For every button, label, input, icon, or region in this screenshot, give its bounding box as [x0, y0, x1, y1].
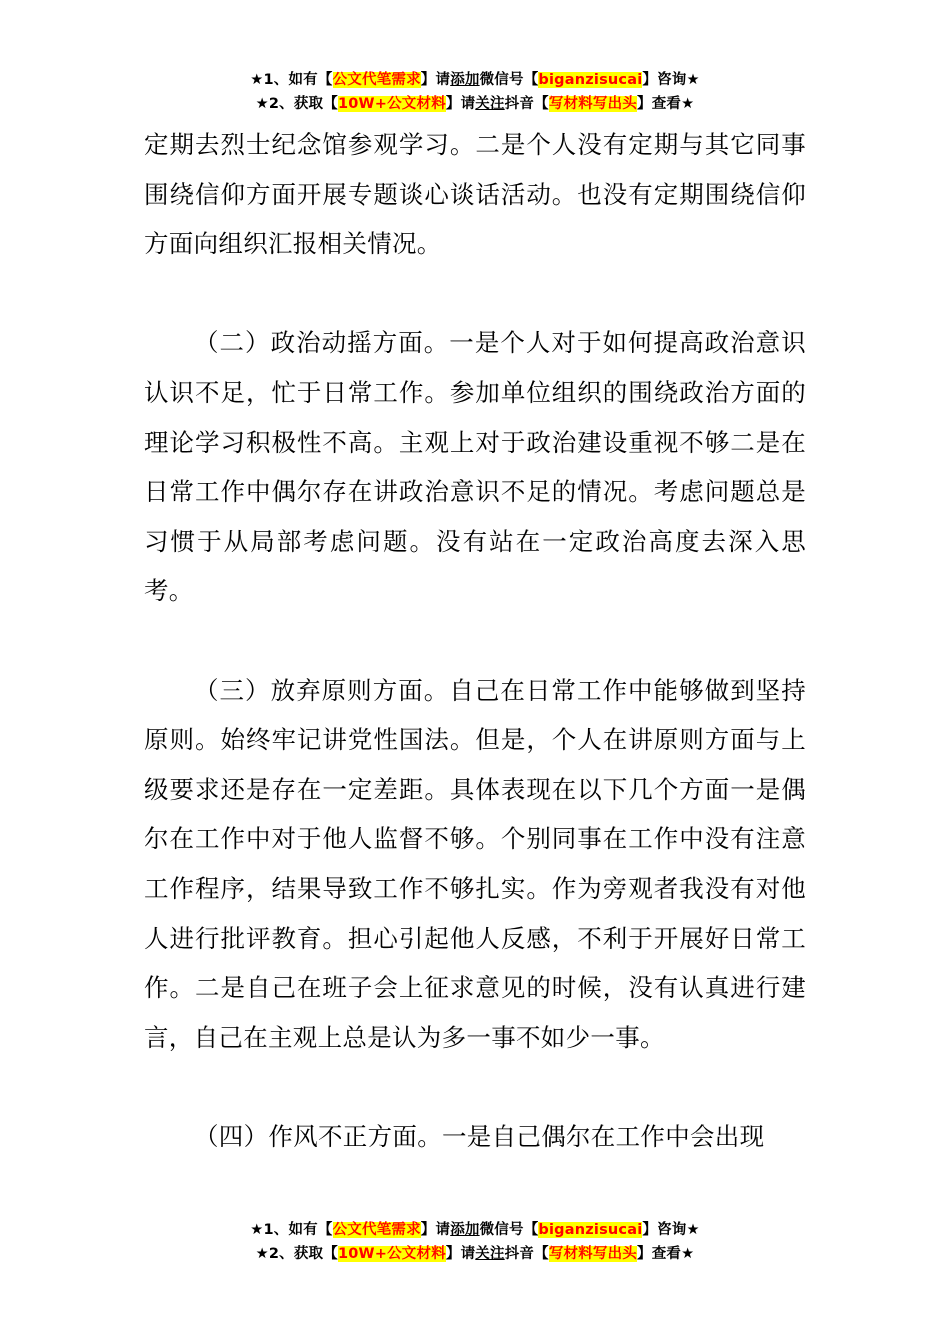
banner-highlight: 写材料写出头	[548, 1246, 638, 1262]
paragraph-gap	[144, 616, 806, 666]
document-body	[144, 120, 806, 1161]
banner-line-1: ★1、如有【公文代笔需求】请添加微信号【biganzisucai】咨询★	[250, 1222, 700, 1238]
paragraph-gap	[144, 269, 806, 319]
paragraph-gap	[144, 1062, 806, 1112]
banner-highlight: 公文代笔需求	[332, 1222, 421, 1238]
paragraph-principle: （三）放弃原则方面。自己在日常工作中能够做到坚持原则。始终牢记讲党性国法。但是，个人在讲原则方面与上级要求还是存在一定差距。具体表现在以下几个方面一是偶尔在工作中对于他人监督不够。个别同事在工作中没有注意工作程序，结果导致工作不够扎实。作为旁观者我没有对他人进行批评教育。担心引起他人反感，不利于开展好日常工作。二是自己在班子会上征求意见的时候，没有认真进行建言，自己在主观上总是认为多一事不如少一事。	[144, 675, 806, 1052]
banner-highlight: 10W+公文材料	[337, 1246, 446, 1262]
banner-highlight: 10W+公文材料	[337, 96, 446, 112]
banner-highlight: 写材料写出头	[548, 96, 638, 112]
banner-line-2: ★2、获取【10W+公文材料】请关注抖音【写材料写出头】查看★	[255, 1246, 695, 1262]
banner-highlight: 公文代笔需求	[332, 72, 421, 88]
banner-highlight: biganzisucai	[538, 72, 643, 88]
paragraph-continued: 定期去烈士纪念馆参观学习。二是个人没有定期与其它同事围绕信仰方面开展专题谈心谈话活动。也没有定期围绕信仰方面向组织汇报相关情况。	[144, 130, 806, 259]
banner-highlight: biganzisucai	[538, 1222, 643, 1238]
paragraph-style: （四）作风不正方面。一是自己偶尔在工作中会出现	[194, 1121, 765, 1151]
banner-line-2: ★2、获取【10W+公文材料】请关注抖音【写材料写出头】查看★	[255, 96, 695, 112]
paragraph-political: （二）政治动摇方面。一是个人对于如何提高政治意识认识不足，忙于日常工作。参加单位组织的围绕政治方面的理论学习积极性不高。主观上对于政治建设重视不够二是在日常工作中偶尔存在讲政治意识不足的情况。考虑问题总是习惯于从局部考虑问题。没有站在一定政治高度去深入思考。	[144, 328, 806, 606]
footer-banner	[0, 1218, 950, 1266]
banner-line-1: ★1、如有【公文代笔需求】请添加微信号【biganzisucai】咨询★	[250, 72, 700, 88]
header-banner	[0, 68, 950, 116]
